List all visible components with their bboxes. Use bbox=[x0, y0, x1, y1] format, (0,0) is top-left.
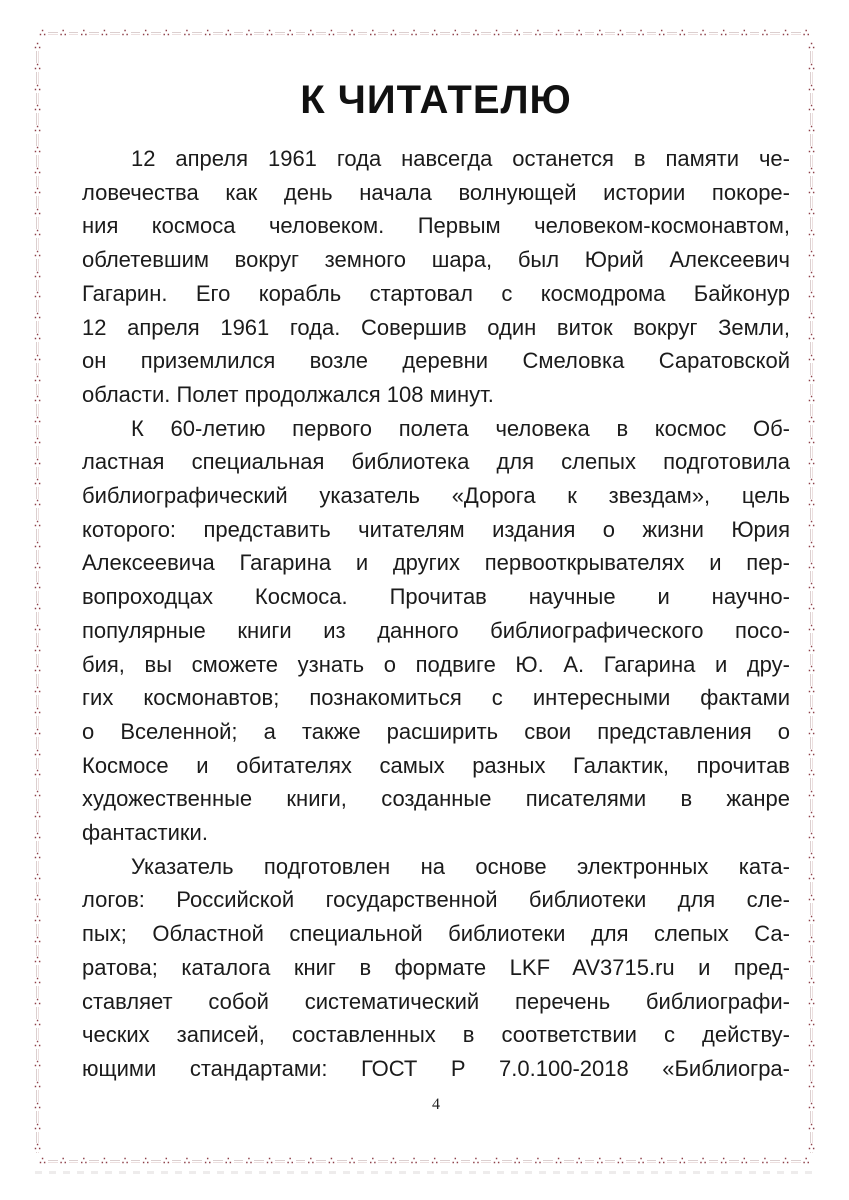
border-ornament-icon: ∴ bbox=[698, 1157, 709, 1166]
border-ornament-icon: ∴ bbox=[32, 167, 43, 176]
border-ornament-icon: ∴ bbox=[806, 603, 817, 612]
border-ornament-icon: ∴ bbox=[140, 29, 151, 38]
border-ornament-icon: ∴ bbox=[120, 29, 131, 38]
text-line: ния космоса человеком. Первым человеком-космонавтом, bbox=[82, 213, 790, 239]
border-ornament-icon: ∴ bbox=[553, 29, 564, 38]
text-line: области. Полет продолжался 108 минут. bbox=[82, 381, 494, 407]
border-ornament-icon: ∴ bbox=[594, 1157, 605, 1166]
border-ornament-icon: ∴ bbox=[32, 645, 43, 654]
border-ornament-icon: ∴ bbox=[32, 562, 43, 571]
border-ornament-icon: ∴ bbox=[32, 998, 43, 1007]
border-ornament-icon: ∴ bbox=[264, 29, 275, 38]
border-ornament-icon: ∴ bbox=[806, 769, 817, 778]
border-ornament-icon: ∴ bbox=[806, 852, 817, 861]
border-ornament-icon: ∴ bbox=[806, 520, 817, 529]
border-ornament-icon: ∴ bbox=[806, 728, 817, 737]
border-ornament-icon: ∴ bbox=[806, 1143, 817, 1152]
border-ornament-icon: ∴ bbox=[780, 1157, 791, 1166]
border-ornament-icon: ∴ bbox=[806, 1040, 817, 1049]
border-ornament-icon: ∴ bbox=[801, 1157, 812, 1166]
border-ornament-icon: ∴ bbox=[32, 250, 43, 259]
text-line: фантастики. bbox=[82, 820, 208, 846]
border-ornament-icon: ∴ bbox=[806, 187, 817, 196]
paragraph bbox=[82, 412, 790, 850]
text-line: ратова; каталога книг в формате LKF AV3715.ru и пред- bbox=[82, 954, 790, 980]
border-ornament-icon: ∴ bbox=[78, 29, 89, 38]
border-ornament-icon: ∴ bbox=[806, 936, 817, 945]
text-line: гих космонавтов; познакомиться с интересными фактами bbox=[82, 685, 790, 711]
border-ornament-icon: ∴ bbox=[429, 1157, 440, 1166]
border-ornament-icon: ∴ bbox=[32, 956, 43, 965]
border-ornament-icon: ∴ bbox=[806, 84, 817, 93]
border-ornament-icon: ∴ bbox=[347, 1157, 358, 1166]
border-ornament-icon: ∴ bbox=[78, 1157, 89, 1166]
border-ornament-icon: ∴ bbox=[806, 250, 817, 259]
border-ornament-icon: ∴ bbox=[32, 1123, 43, 1132]
border-ornament-icon: ∴ bbox=[32, 541, 43, 550]
border-ornament-icon: ∴ bbox=[32, 63, 43, 72]
border-ornament-icon: ∴ bbox=[32, 1019, 43, 1028]
border-ornament-icon: ∴ bbox=[806, 541, 817, 550]
border-ornament-icon: ∴ bbox=[32, 665, 43, 674]
scan-artifact bbox=[35, 1171, 815, 1174]
text-line: он приземлился возле деревни Смеловка Саратовской bbox=[82, 348, 790, 374]
border-ornament-icon: ∴ bbox=[491, 29, 502, 38]
border-ornament-icon: ∴ bbox=[32, 1060, 43, 1069]
border-ornament-icon: ∴ bbox=[32, 749, 43, 758]
border-ornament-icon: ∴ bbox=[512, 29, 523, 38]
border-ornament-icon: ∴ bbox=[32, 478, 43, 487]
border-ornament-icon: ∴ bbox=[32, 1081, 43, 1090]
border-ornament-icon: ∴ bbox=[32, 375, 43, 384]
border-ornament-icon: ∴ bbox=[806, 1060, 817, 1069]
border-ornament-icon: ∴ bbox=[326, 29, 337, 38]
border-edge-left bbox=[32, 42, 43, 1153]
border-ornament-icon: ∴ bbox=[594, 29, 605, 38]
text-line: К 60-летию первого полета человека в космос Об- bbox=[131, 415, 790, 441]
border-ornament-icon: ∴ bbox=[32, 42, 43, 51]
border-ornament-icon: ∴ bbox=[37, 1157, 48, 1166]
border-ornament-icon: ∴ bbox=[32, 458, 43, 467]
paragraph bbox=[82, 142, 790, 412]
border-ornament-icon: ∴ bbox=[806, 749, 817, 758]
border-ornament-icon: ∴ bbox=[32, 84, 43, 93]
border-ornament-icon: ∴ bbox=[32, 291, 43, 300]
text-line: 12 апреля 1961 года навсегда останется в памяти че- bbox=[131, 146, 790, 171]
page-content bbox=[82, 0, 790, 1086]
border-ornament-icon: ∴ bbox=[615, 1157, 626, 1166]
border-ornament-icon: ∴ bbox=[32, 852, 43, 861]
border-ornament-icon: ∴ bbox=[698, 29, 709, 38]
text-line: Гагарин. Его корабль стартовал с космодрома Байконур bbox=[82, 280, 790, 306]
border-ornament-icon: ∴ bbox=[347, 29, 358, 38]
border-ornament-icon: ∴ bbox=[801, 29, 812, 38]
border-ornament-icon: ∴ bbox=[161, 1157, 172, 1166]
border-ornament-icon: ∴ bbox=[99, 1157, 110, 1166]
border-ornament-icon: ∴ bbox=[140, 1157, 151, 1166]
text-line: ластная специальная библиотека для слепых подготовила bbox=[82, 449, 790, 475]
border-ornament-icon: ∴ bbox=[656, 1157, 667, 1166]
text-line: пых; Областной специальной библиотеки для слепых Са- bbox=[82, 921, 790, 947]
text-line: художественные книги, созданные писателями в жанре bbox=[82, 786, 790, 812]
border-ornament-icon: ∴ bbox=[806, 458, 817, 467]
border-ornament-icon: ∴ bbox=[32, 187, 43, 196]
border-ornament-icon: ∴ bbox=[388, 29, 399, 38]
border-ornament-icon: ∴ bbox=[285, 29, 296, 38]
border-ornament-icon: ∴ bbox=[429, 29, 440, 38]
text-line: ставляет собой систематический перечень библиографи- bbox=[82, 988, 790, 1014]
border-ornament-icon: ∴ bbox=[806, 915, 817, 924]
border-ornament-icon: ∴ bbox=[806, 167, 817, 176]
border-ornament-icon: ∴ bbox=[285, 1157, 296, 1166]
border-ornament-icon: ∴ bbox=[806, 1123, 817, 1132]
text-line: Алексеевича Гагарина и других первооткрывателях и пер- bbox=[82, 550, 790, 576]
border-ornament-icon: ∴ bbox=[388, 1157, 399, 1166]
border-ornament-icon: ∴ bbox=[223, 1157, 234, 1166]
border-ornament-icon: ∴ bbox=[32, 832, 43, 841]
text-line: Указатель подготовлен на основе электронных ката- bbox=[131, 853, 790, 879]
border-ornament-icon: ∴ bbox=[32, 312, 43, 321]
border-ornament-icon: ∴ bbox=[780, 29, 791, 38]
border-ornament-icon: ∴ bbox=[806, 104, 817, 113]
border-ornament-icon: ∴ bbox=[806, 271, 817, 280]
border-ornament-icon: ∴ bbox=[32, 1102, 43, 1111]
border-ornament-icon: ∴ bbox=[305, 1157, 316, 1166]
border-ornament-icon: ∴ bbox=[806, 562, 817, 571]
text-line: популярные книги из данного библиографического посо- bbox=[82, 617, 790, 643]
border-ornament-icon: ∴ bbox=[32, 271, 43, 280]
border-ornament-icon: ∴ bbox=[806, 1081, 817, 1090]
border-ornament-icon: ∴ bbox=[32, 603, 43, 612]
border-ornament-icon: ∴ bbox=[470, 1157, 481, 1166]
border-ornament-icon: ∴ bbox=[806, 333, 817, 342]
border-ornament-icon: ∴ bbox=[806, 146, 817, 155]
border-ornament-icon: ∴ bbox=[806, 312, 817, 321]
text-line: Космосе и обитателях самых разных Галактик, прочитав bbox=[82, 752, 790, 778]
text-line: ющими стандартами: ГОСТ Р 7.0.100-2018 «Библиогра- bbox=[82, 1055, 790, 1081]
border-ornament-icon: ∴ bbox=[181, 29, 192, 38]
border-ornament-icon: ∴ bbox=[806, 790, 817, 799]
border-ornament-icon: ∴ bbox=[32, 728, 43, 737]
border-ornament-icon: ∴ bbox=[806, 375, 817, 384]
border-ornament-icon: ∴ bbox=[32, 582, 43, 591]
border-ornament-icon: ∴ bbox=[32, 811, 43, 820]
border-ornament-icon: ∴ bbox=[58, 29, 69, 38]
border-ornament-icon: ∴ bbox=[32, 333, 43, 342]
border-ornament-icon: ∴ bbox=[806, 478, 817, 487]
border-ornament-icon: ∴ bbox=[532, 1157, 543, 1166]
text-line: ческих записей, составленных в соответствии с действу- bbox=[82, 1022, 790, 1048]
border-ornament-icon: ∴ bbox=[806, 291, 817, 300]
border-ornament-icon: ∴ bbox=[806, 395, 817, 404]
border-ornament-icon: ∴ bbox=[656, 29, 667, 38]
border-ornament-icon: ∴ bbox=[161, 29, 172, 38]
border-ornament-icon: ∴ bbox=[32, 520, 43, 529]
border-ornament-icon: ∴ bbox=[58, 1157, 69, 1166]
border-ornament-icon: ∴ bbox=[806, 354, 817, 363]
border-ornament-icon: ∴ bbox=[32, 686, 43, 695]
border-ornament-icon: ∴ bbox=[806, 645, 817, 654]
border-ornament-icon: ∴ bbox=[636, 1157, 647, 1166]
border-ornament-icon: ∴ bbox=[806, 707, 817, 716]
border-ornament-icon: ∴ bbox=[32, 437, 43, 446]
border-ornament-icon: ∴ bbox=[32, 977, 43, 986]
border-ornament-icon: ∴ bbox=[32, 395, 43, 404]
text-line: которого: представить читателям издания о жизни Юрия bbox=[82, 516, 790, 542]
border-ornament-icon: ∴ bbox=[759, 29, 770, 38]
border-ornament-icon: ∴ bbox=[409, 1157, 420, 1166]
border-ornament-icon: ∴ bbox=[532, 29, 543, 38]
border-ornament-icon: ∴ bbox=[32, 1040, 43, 1049]
border-ornament-icon: ∴ bbox=[99, 29, 110, 38]
border-ornament-icon: ∴ bbox=[806, 686, 817, 695]
border-ornament-icon: ∴ bbox=[806, 125, 817, 134]
border-ornament-icon: ∴ bbox=[32, 707, 43, 716]
border-ornament-icon: ∴ bbox=[718, 29, 729, 38]
border-ornament-icon: ∴ bbox=[806, 832, 817, 841]
text-line: бия, вы сможете узнать о подвиге Ю. А. Гагарина и дру- bbox=[82, 651, 790, 677]
border-ornament-icon: ∴ bbox=[409, 29, 420, 38]
border-ornament-icon: ∴ bbox=[806, 977, 817, 986]
border-ornament-icon: ∴ bbox=[806, 1102, 817, 1111]
border-ornament-icon: ∴ bbox=[806, 998, 817, 1007]
border-ornament-icon: ∴ bbox=[202, 1157, 213, 1166]
border-ornament-icon: ∴ bbox=[806, 811, 817, 820]
border-ornament-icon: ∴ bbox=[32, 416, 43, 425]
border-ornament-icon: ∴ bbox=[806, 42, 817, 51]
border-ornament-icon: ∴ bbox=[32, 104, 43, 113]
border-ornament-icon: ∴ bbox=[677, 29, 688, 38]
border-ornament-icon: ∴ bbox=[32, 499, 43, 508]
border-ornament-icon: ∴ bbox=[367, 1157, 378, 1166]
border-ornament-icon: ∴ bbox=[491, 1157, 502, 1166]
border-ornament-icon: ∴ bbox=[450, 1157, 461, 1166]
border-ornament-icon: ∴ bbox=[32, 894, 43, 903]
text-line: вопроходцах Космоса. Прочитав научные и научно- bbox=[82, 584, 790, 610]
border-ornament-icon: ∴ bbox=[32, 146, 43, 155]
border-ornament-icon: ∴ bbox=[32, 125, 43, 134]
border-ornament-icon: ∴ bbox=[806, 208, 817, 217]
border-ornament-icon: ∴ bbox=[243, 29, 254, 38]
border-ornament-icon: ∴ bbox=[367, 29, 378, 38]
border-ornament-icon: ∴ bbox=[32, 769, 43, 778]
border-ornament-icon: ∴ bbox=[326, 1157, 337, 1166]
page-title: К ЧИТАТЕЛЮ bbox=[300, 78, 572, 122]
border-ornament-icon: ∴ bbox=[739, 29, 750, 38]
border-edge-bottom bbox=[37, 1156, 812, 1167]
border-ornament-icon: ∴ bbox=[32, 624, 43, 633]
border-ornament-icon: ∴ bbox=[32, 229, 43, 238]
border-ornament-icon: ∴ bbox=[615, 29, 626, 38]
border-ornament-icon: ∴ bbox=[806, 229, 817, 238]
border-edge-right bbox=[806, 42, 817, 1153]
border-ornament-icon: ∴ bbox=[553, 1157, 564, 1166]
border-ornament-icon: ∴ bbox=[512, 1157, 523, 1166]
border-ornament-icon: ∴ bbox=[806, 665, 817, 674]
border-ornament-icon: ∴ bbox=[305, 29, 316, 38]
border-ornament-icon: ∴ bbox=[806, 437, 817, 446]
border-ornament-icon: ∴ bbox=[718, 1157, 729, 1166]
border-ornament-icon: ∴ bbox=[32, 790, 43, 799]
text-line: облетевшим вокруг земного шара, был Юрий Алексеевич bbox=[82, 247, 790, 273]
text-line: ловечества как день начала волнующей истории покоре- bbox=[82, 179, 790, 205]
border-ornament-icon: ∴ bbox=[470, 29, 481, 38]
border-ornament-icon: ∴ bbox=[264, 1157, 275, 1166]
border-ornament-icon: ∴ bbox=[806, 624, 817, 633]
border-ornament-icon: ∴ bbox=[32, 936, 43, 945]
border-ornament-icon: ∴ bbox=[806, 873, 817, 882]
border-ornament-icon: ∴ bbox=[806, 894, 817, 903]
border-ornament-icon: ∴ bbox=[636, 29, 647, 38]
border-ornament-icon: ∴ bbox=[806, 63, 817, 72]
border-ornament-icon: ∴ bbox=[32, 915, 43, 924]
border-ornament-icon: ∴ bbox=[450, 29, 461, 38]
border-ornament-icon: ∴ bbox=[202, 29, 213, 38]
border-ornament-icon: ∴ bbox=[677, 1157, 688, 1166]
paragraph bbox=[82, 850, 790, 1086]
border-ornament-icon: ∴ bbox=[32, 1143, 43, 1152]
border-ornament-icon: ∴ bbox=[806, 582, 817, 591]
border-ornament-icon: ∴ bbox=[32, 873, 43, 882]
border-ornament-icon: ∴ bbox=[120, 1157, 131, 1166]
border-ornament-icon: ∴ bbox=[32, 208, 43, 217]
border-ornament-icon: ∴ bbox=[37, 29, 48, 38]
text-line: библиографический указатель «Дорога к звездам», цель bbox=[82, 483, 790, 509]
border-ornament-icon: ∴ bbox=[574, 29, 585, 38]
border-ornament-icon: ∴ bbox=[806, 956, 817, 965]
page-number: 4 bbox=[432, 1096, 440, 1113]
border-ornament-icon: ∴ bbox=[806, 416, 817, 425]
border-ornament-icon: ∴ bbox=[806, 499, 817, 508]
border-ornament-icon: ∴ bbox=[739, 1157, 750, 1166]
border-ornament-icon: ∴ bbox=[759, 1157, 770, 1166]
text-line: логов: Российской государственной библиотеки для сле- bbox=[82, 887, 790, 913]
border-ornament-icon: ∴ bbox=[181, 1157, 192, 1166]
border-ornament-icon: ∴ bbox=[243, 1157, 254, 1166]
border-ornament-icon: ∴ bbox=[806, 1019, 817, 1028]
border-ornament-icon: ∴ bbox=[574, 1157, 585, 1166]
text-line: о Вселенной; а также расширить свои представления о bbox=[82, 718, 790, 744]
border-ornament-icon: ∴ bbox=[223, 29, 234, 38]
border-ornament-icon: ∴ bbox=[32, 354, 43, 363]
body-text bbox=[82, 142, 790, 1086]
text-line: 12 апреля 1961 года. Совершив один виток вокруг Земли, bbox=[82, 314, 790, 340]
